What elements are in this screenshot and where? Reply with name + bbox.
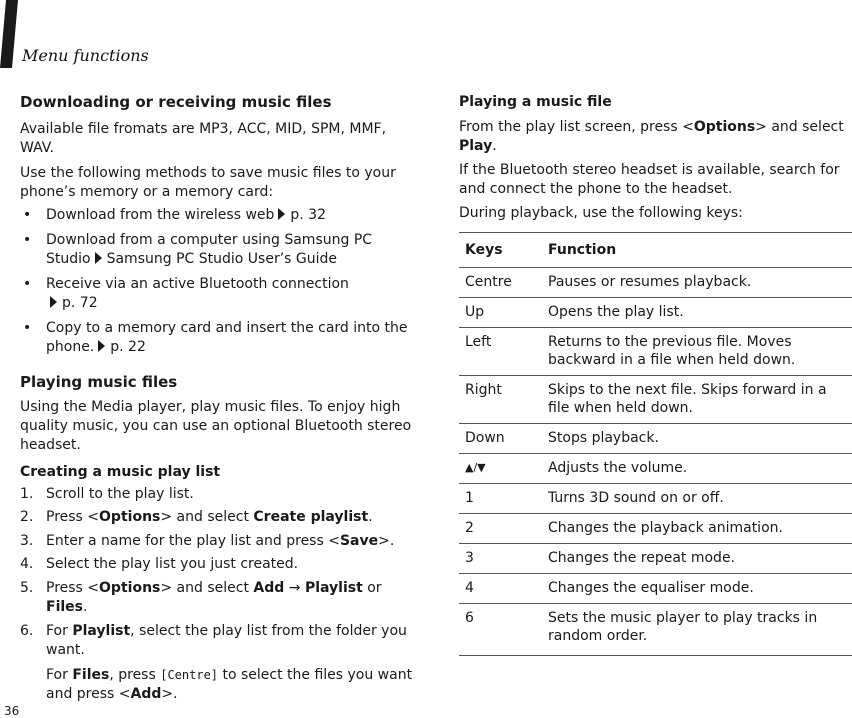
volume-keys-icon: ▲/▼ — [459, 454, 542, 484]
list-item: • Receive via an active Bluetooth connection p. 72 — [23, 275, 349, 311]
table-header-row — [459, 233, 852, 268]
list-item: • Copy to a memory card and insert the card into the phone. p. 22 — [23, 319, 408, 355]
bluetooth-paragraph: If the Bluetooth stereo headset is available, search for and connect the phone to the headset. — [459, 162, 840, 197]
file-formats-paragraph: Available file fromats are MP3, ACC, MID, SPM, MMF, WAV. — [20, 121, 387, 156]
left-column — [20, 92, 420, 705]
arrow-right-icon — [50, 296, 57, 308]
table-row: ▲/▼ Adjusts the volume. — [459, 454, 852, 484]
keys-intro-paragraph: During playback, use the following keys: — [459, 205, 743, 221]
table-row: 2 Changes the playback animation. — [459, 514, 852, 544]
arrow-right-icon — [278, 208, 285, 220]
table-row: Centre Pauses or resumes playback. — [459, 268, 852, 298]
save-methods-list — [20, 206, 420, 358]
list-item: • Download from the wireless web p. 32 — [20, 206, 420, 226]
table-row: Left Returns to the previous file. Moves backward in a file when held down. — [459, 328, 852, 376]
right-column — [459, 92, 852, 656]
section-heading-playing-music: Playing music files — [20, 372, 178, 391]
section-heading-downloading: Downloading or receiving music files — [20, 93, 332, 111]
arrow-right-icon — [95, 252, 102, 264]
table-row: Right Skips to the next file. Skips forward in a file when held down. — [459, 376, 852, 424]
step-item: 6. For Playlist, select the play list from the folder you want. For Files, press [Centre] to select the files you want and press <Add>. — [20, 622, 420, 705]
playback-keys-table — [459, 232, 852, 656]
table-row: 1 Turns 3D sound on or off. — [459, 484, 852, 514]
create-playlist-steps — [20, 485, 420, 705]
step-item: 2. Press <Options> and select Create playlist. — [20, 509, 373, 525]
step-item: 4. Select the play list you just created. — [20, 556, 299, 572]
bullet-icon: • — [23, 207, 32, 223]
table-row: 4 Changes the equaliser mode. — [459, 574, 852, 604]
bullet-icon: • — [23, 275, 32, 292]
media-player-paragraph: Using the Media player, play music files. To enjoy high quality music, you can use an optional Bluetooth stereo headset. — [20, 398, 412, 453]
bullet-icon: • — [23, 231, 32, 248]
centre-key-label: [Centre] — [160, 667, 219, 682]
step-6-files-note: For Files, press [Centre] to select the files you want and press <Add>. — [46, 666, 413, 702]
step-item: 5. Press <Options> and select Add → Playlist or Files. — [20, 579, 382, 615]
page-header-title: Menu functions — [22, 46, 149, 65]
list-item: • Download from a computer using Samsung PC Studio Samsung PC Studio User’s Guide — [23, 231, 373, 267]
col-header-keys: Keys — [459, 233, 542, 268]
header-accent-bar — [0, 0, 18, 68]
subheading-create-playlist: Creating a music play list — [20, 463, 221, 480]
bullet-icon: • — [23, 319, 32, 336]
section-heading-playing-file: Playing a music file — [459, 94, 612, 110]
arrow-right-icon — [98, 340, 105, 352]
table-row: 3 Changes the repeat mode. — [459, 544, 852, 574]
table-row: Up Opens the play list. — [459, 298, 852, 328]
save-methods-paragraph: Use the following methods to save music files to your phone’s memory or a memory card: — [20, 165, 396, 200]
step-item: 1. Scroll to the play list. — [20, 485, 194, 502]
col-header-function: Function — [542, 233, 852, 268]
table-row: Down Stops playback. — [459, 424, 852, 454]
page-number: 36 — [4, 704, 20, 718]
table-row: 6 Sets the music player to play tracks in random order. — [459, 604, 852, 656]
play-instruction-paragraph: From the play list screen, press <Options> and select Play. — [459, 119, 844, 154]
step-item: 3. Enter a name for the play list and press <Save>. — [20, 532, 395, 549]
